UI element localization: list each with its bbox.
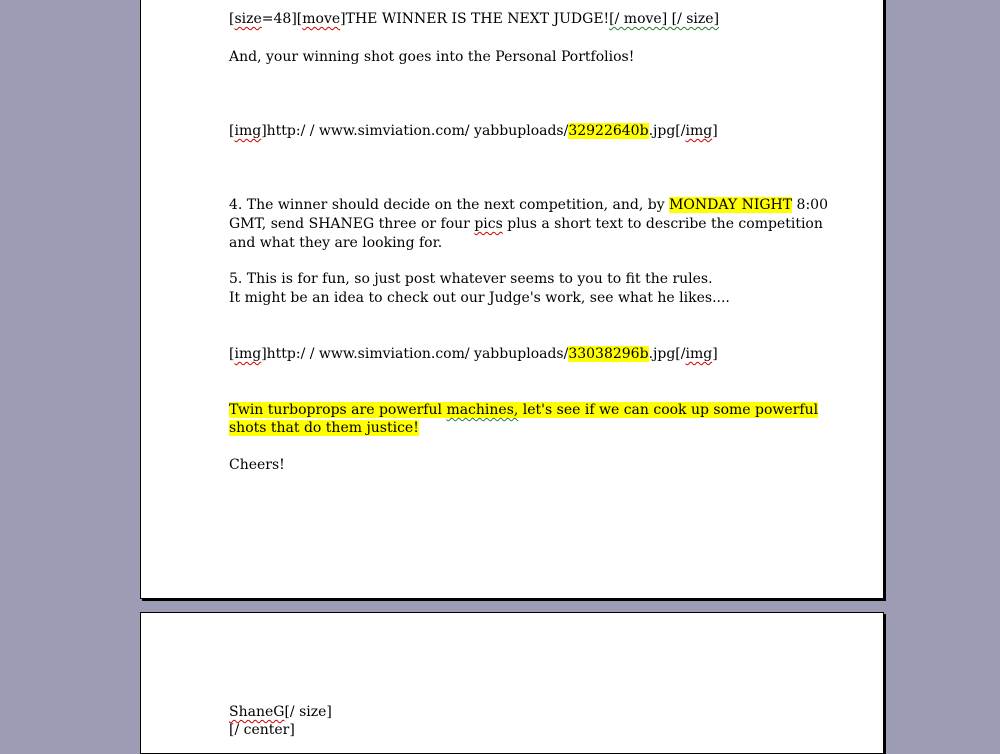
text-run: 8:00	[792, 197, 828, 213]
highlighted-text: Twin turboprops are powerful	[229, 402, 447, 418]
image-link-1	[229, 122, 718, 141]
text-run: 4. The winner should decide on the next competition, and, by	[229, 197, 670, 213]
rule-4-line-2	[229, 215, 823, 234]
portfolio-line: And, your winning shot goes into the Personal Portfolios!	[229, 49, 635, 65]
document-page-1	[140, 0, 884, 599]
grammar-flagged-text: machines,	[446, 402, 519, 418]
rule-4-line-1	[229, 196, 828, 215]
rule-5-line-2: It might be an idea to check out our Judge's work, see what he likes....	[229, 290, 730, 306]
highlighted-text: shots that do them justice!	[229, 420, 419, 436]
misspelled-word: ShaneG	[229, 704, 285, 720]
text-run: ]THE WINNER IS THE NEXT JUDGE!	[340, 11, 610, 27]
twin-turboprops-line-1	[229, 401, 818, 420]
document-page-2	[140, 612, 884, 754]
text-run: .jpg[/	[648, 123, 686, 139]
rule-4-line-3: and what they are looking for.	[229, 235, 443, 251]
text-run: [	[229, 123, 235, 139]
text-run: ]http:/ / www.simviation.com/ yabbuploads/	[261, 123, 569, 139]
text-run: [/ size]	[284, 704, 332, 720]
image-link-2	[229, 345, 718, 364]
text-run: ]http:/ / www.simviation.com/ yabbuploads/	[261, 346, 569, 362]
misspelled-word: img	[685, 123, 713, 139]
misspelled-word: pics	[474, 216, 503, 232]
text-run: .jpg[/	[648, 346, 686, 362]
title-line	[229, 10, 719, 29]
misspelled-word: move	[302, 11, 341, 27]
text-run: [	[229, 11, 235, 27]
highlighted-text: 33038296b	[568, 346, 649, 362]
misspelled-word: img	[685, 346, 713, 362]
center-close-line: [/ center]	[229, 722, 295, 738]
highlighted-text: MONDAY NIGHT	[669, 197, 793, 213]
text-run: =48][	[261, 11, 303, 27]
misspelled-word: img	[234, 123, 262, 139]
text-run: ]	[712, 346, 718, 362]
grammar-flagged-text: [/ move] [/ size]	[609, 11, 720, 27]
text-run: ]	[712, 123, 718, 139]
misspelled-word: img	[234, 346, 262, 362]
text-run: [	[229, 346, 235, 362]
highlighted-text: 32922640b	[568, 123, 649, 139]
rule-5-line-1: 5. This is for fun, so just post whatever seems to you to fit the rules.	[229, 271, 713, 287]
cheers-line: Cheers!	[229, 457, 285, 473]
signature-line	[229, 703, 332, 722]
twin-turboprops-line-2	[229, 419, 419, 438]
misspelled-word: size	[234, 11, 262, 27]
text-run: plus a short text to describe the competition	[502, 216, 823, 232]
highlighted-text: let's see if we can cook up some powerful	[518, 402, 819, 418]
text-run: GMT, send SHANEG three or four	[229, 216, 475, 232]
